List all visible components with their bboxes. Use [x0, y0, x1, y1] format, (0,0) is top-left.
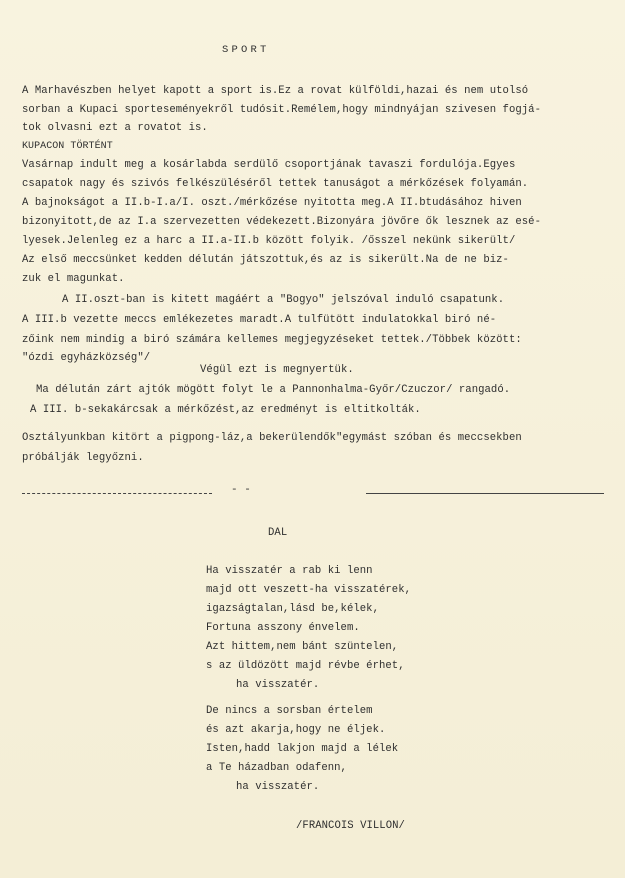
paragraph-line: zőink nem mindig a biró számára kellemes megjegyzéseket tettek./Többek között: — [22, 334, 522, 346]
paragraph-line: A bajnokságot a II.b-I.a/I. oszt./mérkőzése nyitotta meg.A II.btudásához hiven — [22, 197, 522, 209]
paragraph-line: lyesek.Jelenleg ez a harc a II.a-II.b között folyik. /ősszel nekünk sikerült/ — [22, 235, 516, 247]
paragraph-line: próbálják legyőzni. — [22, 452, 144, 464]
poem-line: Isten,hadd lakjon majd a lélek — [206, 743, 399, 755]
intro-line: sorban a Kupaci sporteseményekről tudósit.Remélem,hogy mindnyájan szivesen fogjá- — [22, 104, 541, 116]
separator-mark: - - — [231, 484, 251, 496]
poem-line: s az üldözött majd révbe érhet, — [206, 660, 405, 672]
intro-line: A Marhavészben helyet kapott a sport is.Ez a rovat külföldi,hazai és nem utolsó — [22, 85, 529, 97]
poem-line: ha visszatér. — [236, 781, 320, 793]
intro-line: tok olvasni ezt a rovatot is. — [22, 122, 208, 134]
poem-line: ha visszatér. — [236, 679, 320, 691]
separator-rule-right — [366, 493, 604, 494]
paragraph-line: Az első meccsünket kedden délután játszottuk,és az is sikerült.Na de ne biz- — [22, 254, 509, 266]
poem-line: De nincs a sorsban értelem — [206, 705, 373, 717]
poem-line: és azt akarja,hogy ne éljek. — [206, 724, 386, 736]
paragraph-line: A III.b vezette meccs emlékezetes maradt.A tulfütött indulatokkal biró né- — [22, 314, 497, 326]
paragraph-line: A II.oszt-ban is kitett magáért a "Bogyo" jelszóval induló csapatunk. — [62, 294, 505, 306]
paragraph-line: Osztályunkban kitört a pigpong-láz,a bekerülendők"egymást szóban és meccsekben — [22, 432, 522, 444]
paragraph-line: zuk el magunkat. — [22, 273, 125, 285]
paragraph-line: bizonyitott,de az I.a szervezetten védekezett.Bizonyára jövőre ők lesznek az esé- — [22, 216, 541, 228]
poem-title: DAL — [268, 527, 288, 539]
author-signature: /FRANCOIS VILLON/ — [296, 820, 405, 832]
paragraph-line: "ózdi egyházközség"/ — [22, 352, 151, 364]
paragraph-line: Ma délután zárt ajtók mögött folyt le a Pannonhalma-Győr/Czuczor/ rangadó. — [36, 384, 511, 396]
separator-rule-left — [22, 493, 212, 494]
paragraph-line: A III. b-sekakárcsak a mérkőzést,az eredményt is eltitkolták. — [30, 404, 421, 416]
paragraph-line: Végül ezt is megnyertük. — [200, 364, 354, 376]
sport-title: SPORT — [222, 44, 270, 56]
poem-line: Fortuna asszony énvelem. — [206, 622, 360, 634]
poem-line: igazságtalan,lásd be,kélek, — [206, 603, 379, 615]
section-heading: KUPACON TÖRTÉNT — [22, 141, 113, 152]
poem-line: majd ott veszett-ha visszatérek, — [206, 584, 412, 596]
paragraph-line: csapatok nagy és szivós felkészüléséről tettek tanuságot a mérkőzések folyamán. — [22, 178, 529, 190]
poem-line: Azt hittem,nem bánt szüntelen, — [206, 641, 399, 653]
poem-line: a Te házadban odafenn, — [206, 762, 347, 774]
poem-line: Ha visszatér a rab ki lenn — [206, 565, 373, 577]
paragraph-line: Vasárnap indult meg a kosárlabda serdülő csoportjának tavaszi fordulója.Egyes — [22, 159, 516, 171]
